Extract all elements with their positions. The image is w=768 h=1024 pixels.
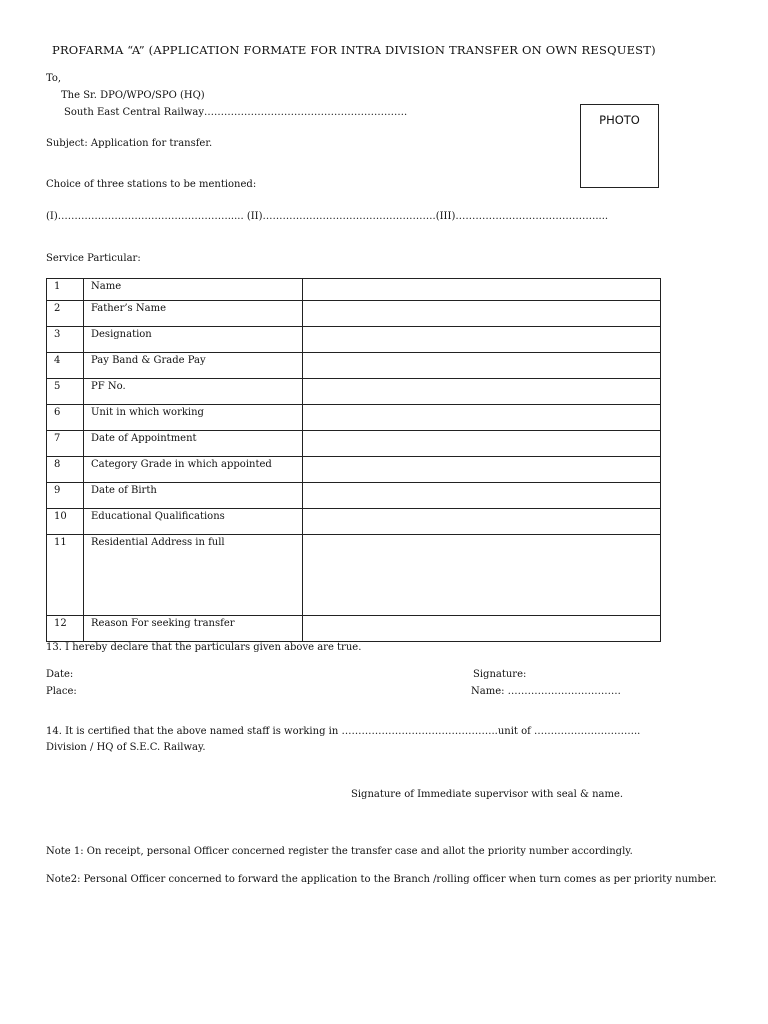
row-number: 10 [47,509,84,535]
row-value-cell[interactable] [303,535,661,616]
row-value-cell[interactable] [303,616,661,642]
table-row [47,327,661,353]
table-row [47,301,661,327]
row-number: 2 [47,301,84,327]
table-row [47,279,661,301]
subject-line: Subject: Application for transfer. [46,138,213,149]
row-field-label: Unit in which working [84,405,303,431]
row-value-cell[interactable] [303,483,661,509]
row-field-label: Category Grade in which appointed [84,457,303,483]
row-value-cell[interactable] [303,279,661,301]
row-number: 8 [47,457,84,483]
service-heading: Service Particular: [46,253,141,264]
address-to: To, [46,73,62,84]
form-title: PROFARMA “A” (APPLICATION FORMATE FOR INTRA DIVISION TRANSFER ON OWN RESQUEST) [52,43,656,57]
row-field-label: Pay Band & Grade Pay [84,353,303,379]
row-value-cell[interactable] [303,509,661,535]
table-row [47,353,661,379]
row-value-cell[interactable] [303,301,661,327]
date-label: Date: [46,669,74,680]
address-line-2: South East Central Railway……………………………………………………. [64,107,408,118]
table-row [47,431,661,457]
table-row [47,616,661,642]
note-2: Note2: Personal Officer concerned to forward the application to the Branch /rolling officer when turn comes as per priority number. [46,874,717,885]
table-row [47,483,661,509]
row-field-label: Designation [84,327,303,353]
supervisor-signature: Signature of Immediate supervisor with seal & name. [351,789,624,800]
row-field-label: Educational Qualifications [84,509,303,535]
row-number: 12 [47,616,84,642]
table-row [47,405,661,431]
row-field-label: Residential Address in full [84,535,303,616]
table-row [47,535,661,616]
table-row [47,379,661,405]
row-field-label: Date of Appointment [84,431,303,457]
table-row [47,457,661,483]
row-number: 9 [47,483,84,509]
declaration: 13. I hereby declare that the particulars given above are true. [46,642,362,653]
row-field-label: Date of Birth [84,483,303,509]
row-field-label: Name [84,279,303,301]
certification-line-1: 14. It is certified that the above named staff is working in ………………………………………..unit of ………………………….. [46,726,641,737]
row-number: 3 [47,327,84,353]
row-value-cell[interactable] [303,431,661,457]
row-value-cell[interactable] [303,405,661,431]
row-number: 5 [47,379,84,405]
row-field-label: Father’s Name [84,301,303,327]
row-field-label: PF No. [84,379,303,405]
row-value-cell[interactable] [303,457,661,483]
table-row [47,509,661,535]
certification-line-2: Division / HQ of S.E.C. Railway. [46,742,206,753]
place-label: Place: [46,686,77,697]
choice-heading: Choice of three stations to be mentioned: [46,179,257,190]
note-1: Note 1: On receipt, personal Officer concerned register the transfer case and allot the priority number accordingly. [46,846,633,857]
row-value-cell[interactable] [303,353,661,379]
row-value-cell[interactable] [303,327,661,353]
service-particulars-table [46,278,661,642]
signature-label: Signature: [473,669,527,680]
address-line-1: The Sr. DPO/WPO/SPO (HQ) [61,90,205,101]
row-number: 11 [47,535,84,616]
row-number: 7 [47,431,84,457]
photo-box [580,104,659,188]
name-label: Name: ……………………………. [471,686,621,697]
row-value-cell[interactable] [303,379,661,405]
row-number: 1 [47,279,84,301]
row-number: 4 [47,353,84,379]
row-number: 6 [47,405,84,431]
photo-label: PHOTO [599,113,640,127]
choice-stations-line: (I)……………………………………………..... (II)…………………………………………….(III)…………………………………….... [46,211,609,222]
row-field-label: Reason For seeking transfer [84,616,303,642]
